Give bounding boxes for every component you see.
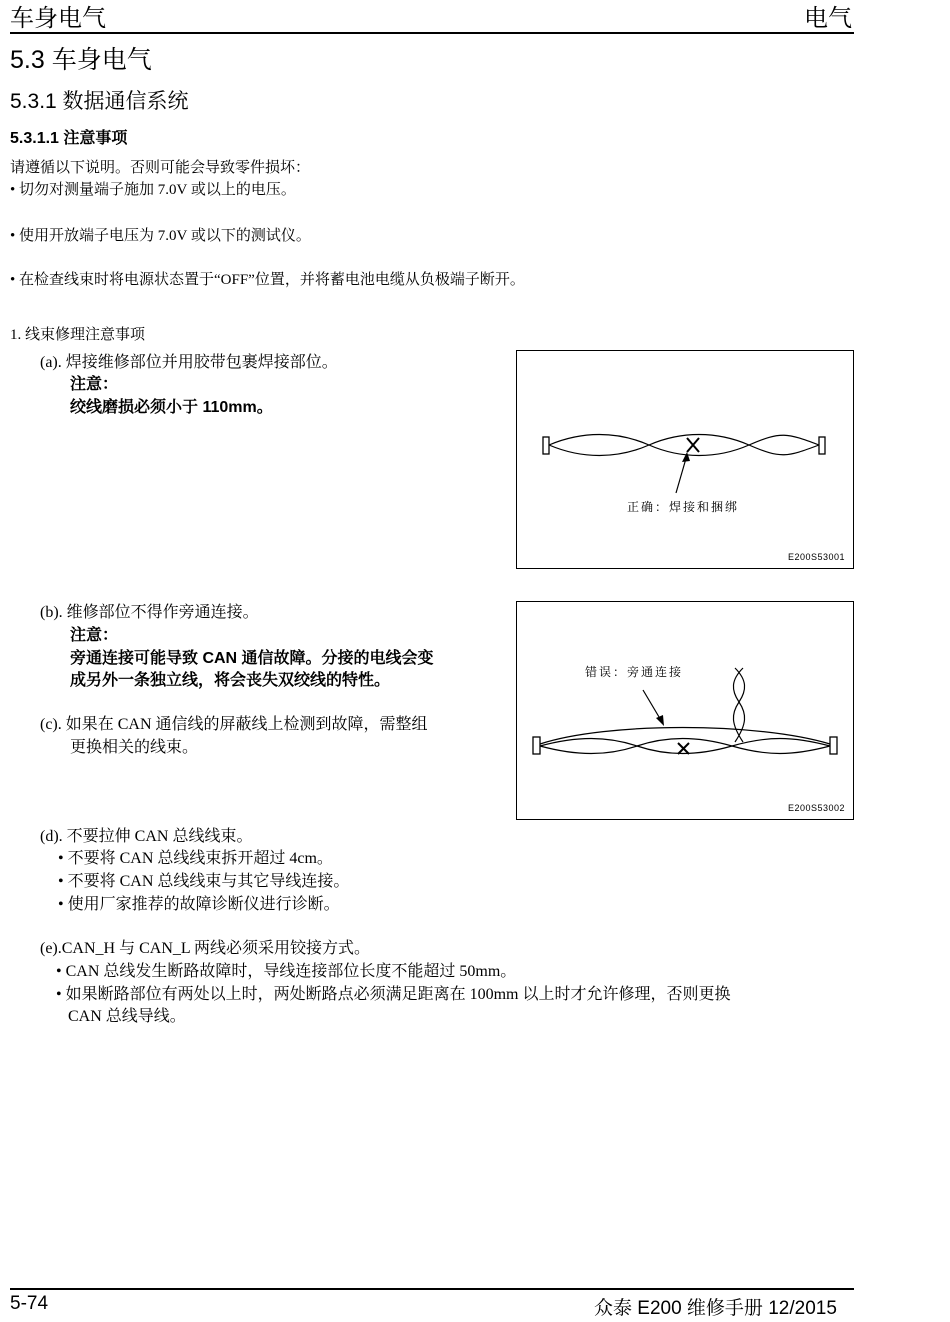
- figure-2-id: E200S53002: [787, 803, 845, 813]
- item-c-line-1: (c). 如果在 CAN 通信线的屏蔽线上检测到故障，需整组: [40, 716, 428, 733]
- item-d-bullet-1: • 不要将 CAN 总线线束拆开超过 4cm。: [58, 850, 333, 867]
- item-d-bullet-3: • 使用厂家推荐的故障诊断仪进行诊断。: [58, 896, 340, 913]
- item-e-title: (e).CAN_H 与 CAN_L 两线必须采用铰接方式。: [40, 940, 371, 957]
- intro-text: 请遵循以下说明。否则可能会导致零件损坏：: [10, 160, 311, 176]
- connector-left: [543, 437, 549, 454]
- figure-1-label: 正确：焊接和捆绑: [627, 500, 740, 514]
- connector-left: [533, 737, 540, 754]
- intro-bullet-2: • 使用开放端子电压为 7.0V 或以下的测试仪。: [10, 228, 311, 244]
- intro-bullet-1: • 切勿对测量端子施加 7.0V 或以上的电压。: [10, 182, 296, 198]
- bypass-diagram: [517, 602, 853, 819]
- twisted-pair-diagram: [517, 351, 853, 568]
- figure-wrong-bypass: [516, 601, 854, 820]
- item-b-note-label: 注意：: [70, 627, 119, 644]
- figure-2-label: 错误：旁通连接: [585, 665, 684, 679]
- heading-5-3-1-1: 5.3.1.1 注意事项: [10, 130, 128, 147]
- item-e-bullet-2-line-1: • 如果断路部位有两处以上时，两处断路点必须满足距离在 100mm 以上时才允许修理，否则更换: [56, 986, 731, 1003]
- header-rule: [10, 32, 854, 34]
- figure-correct-splice: [516, 350, 854, 569]
- item-e-bullet-2-line-2: CAN 总线导线。: [68, 1008, 186, 1025]
- connector-right: [830, 737, 837, 754]
- arrow-head-icon: [682, 452, 690, 462]
- item-a-note: 绞线磨损必须小于 110mm。: [70, 399, 273, 416]
- wire-a: [549, 435, 819, 456]
- intro-bullet-3: • 在检查线束时将电源状态置于“OFF”位置，并将蓄电池电缆从负极端子断开。: [10, 272, 525, 288]
- bypass-wire: [540, 728, 830, 745]
- break-mark-icon: [678, 743, 689, 754]
- item-a-title: (a). 焊接维修部位并用胶带包裹焊接部位。: [40, 354, 338, 371]
- splice-mark-icon: [687, 438, 699, 452]
- footer-page-number: 5-74: [10, 1293, 49, 1314]
- header-section-title: 车身电气: [10, 5, 106, 32]
- connector-right: [819, 437, 825, 454]
- item-b-note-line-2: 成另外一条独立线，将会丧失双绞线的特性。: [70, 672, 391, 689]
- item-b-note-line-1: 旁通连接可能导致 CAN 通信故障。分接的电线会变: [70, 650, 434, 667]
- wire-b: [549, 435, 819, 456]
- header-chapter-title: 电气: [804, 5, 852, 32]
- list-item-1: 1. 线束修理注意事项: [10, 327, 146, 343]
- footer-manual-title: 众泰 E200 维修手册 12/2015: [594, 1298, 837, 1319]
- item-c-line-2: 更换相关的线束。: [70, 739, 199, 756]
- item-b-title: (b). 维修部位不得作旁通连接。: [40, 604, 259, 621]
- item-a-note-label: 注意：: [70, 376, 119, 393]
- footer-rule: [10, 1288, 854, 1290]
- item-d-title: (d). 不要拉伸 CAN 总线线束。: [40, 828, 253, 845]
- figure-1-id: E200S53001: [787, 552, 845, 562]
- heading-5-3: 5.3 车身电气: [10, 46, 152, 74]
- arrow-head-icon: [656, 715, 664, 726]
- heading-5-3-1: 5.3.1 数据通信系统: [10, 90, 189, 113]
- item-d-bullet-2: • 不要将 CAN 总线线束与其它导线连接。: [58, 873, 350, 890]
- item-e-bullet-1: • CAN 总线发生断路故障时，导线连接部位长度不能超过 50mm。: [56, 963, 517, 980]
